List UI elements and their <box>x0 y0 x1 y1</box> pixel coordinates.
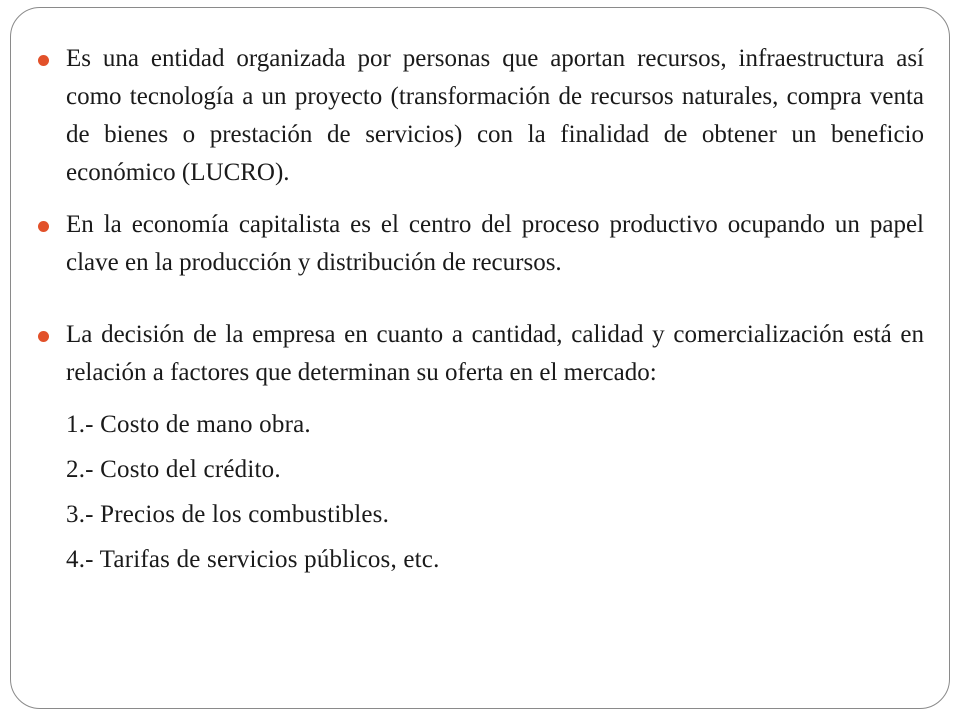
bullet-dot-icon <box>38 221 49 232</box>
bullet-company-decision-text: La decisión de la empresa en cuanto a cantidad, calidad y comercialización está en relación a factores que determinan su oferta en el mercado: <box>66 321 924 386</box>
factor-item: 4.- Tarifas de servicios públicos, etc. <box>66 546 440 573</box>
bullet-definition <box>38 40 924 192</box>
bullet-definition-text: Es una entidad organizada por personas que aportan recursos, infraestructura así como tecnología a un proyecto (transformación de recursos naturales, compra venta de bienes o prestación de servicios) con la finalidad de obtener un beneficio económico (LUCRO). <box>66 45 924 186</box>
factor-item: 2.- Costo del crédito. <box>66 456 281 483</box>
bullet-company-decision <box>38 316 924 392</box>
bullet-dot-icon <box>38 55 49 66</box>
factors-list <box>38 402 924 582</box>
bullet-capitalist-economy <box>38 206 924 282</box>
factor-item: 3.- Precios de los combustibles. <box>66 501 390 528</box>
slide-content <box>38 40 924 582</box>
bullet-capitalist-economy-text: En la economía capitalista es el centro del proceso productivo ocupando un papel clave en la producción y distribución de recursos. <box>66 211 924 276</box>
bullet-dot-icon <box>38 331 49 342</box>
factor-item: 1.- Costo de mano obra. <box>66 411 311 438</box>
